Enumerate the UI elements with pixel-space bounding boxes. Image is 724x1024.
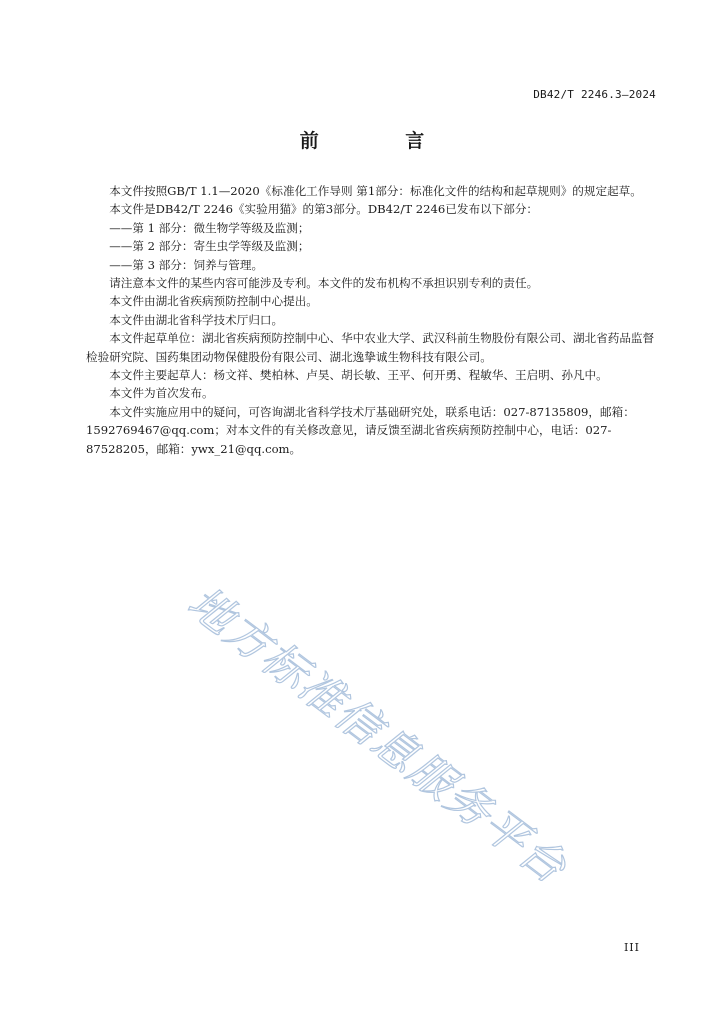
paragraph-drafting-units: 本文件起草单位：湖北省疾病预防控制中心、华中农业大学、武汉科前生物股份有限公司、湖北省药品监督检验研究院、国药集团动物保健股份有限公司、湖北逸挚诚生物科技有限公司。 <box>86 331 655 364</box>
paragraph-proposer: 本文件由湖北省疾病预防控制中心提出。 <box>109 294 318 309</box>
watermark-text: 地方标准信息服务平台 <box>178 576 577 895</box>
paragraph-contact-info: 本文件实施应用中的疑问，可咨询湖北省科学技术厅基础研究处，联系电话：027-87135809，邮箱：1592769467@qq.com；对本文件的有关修改意见，请反馈至湖北省疾病预防控制中心，电话：027-87528205，邮箱：ywx_21@qq.com。 <box>86 404 635 456</box>
paragraph-patent-notice: 请注意本文件的某些内容可能涉及专利。本文件的发布机构不承担识别专利的责任。 <box>109 276 539 291</box>
paragraph-part-info: 本文件是DB42/T 2246《实验用猫》的第3部分。DB42/T 2246已发布以下部分： <box>109 202 539 217</box>
list-item-part-3: ——第 3 部分：饲养与管理。 <box>109 257 264 272</box>
paragraph-centralized-unit: 本文件由湖北省科学技术厅归口。 <box>109 312 284 327</box>
list-item-part-1: ——第 1 部分：微生物学等级及监测； <box>109 220 310 235</box>
page-number: III <box>623 941 640 954</box>
paragraph-first-release: 本文件为首次发布。 <box>109 386 214 401</box>
paragraph-drafting-rules: 本文件按照GB/T 1.1—2020《标准化工作导则 第1部分：标准化文件的结构和起草规则》的规定起草。 <box>109 184 642 198</box>
list-item-part-2: ——第 2 部分：寄生虫学等级及监测； <box>109 239 310 254</box>
foreword-body <box>86 182 660 458</box>
document-code: DB42/T 2246.3—2024 <box>533 88 656 101</box>
paragraph-drafters: 本文件主要起草人：杨文祥、樊柏林、卢昊、胡长敏、王平、何开勇、程敏华、王启明、孙凡中。 <box>109 368 608 383</box>
page-title: 前 言 <box>299 130 465 152</box>
